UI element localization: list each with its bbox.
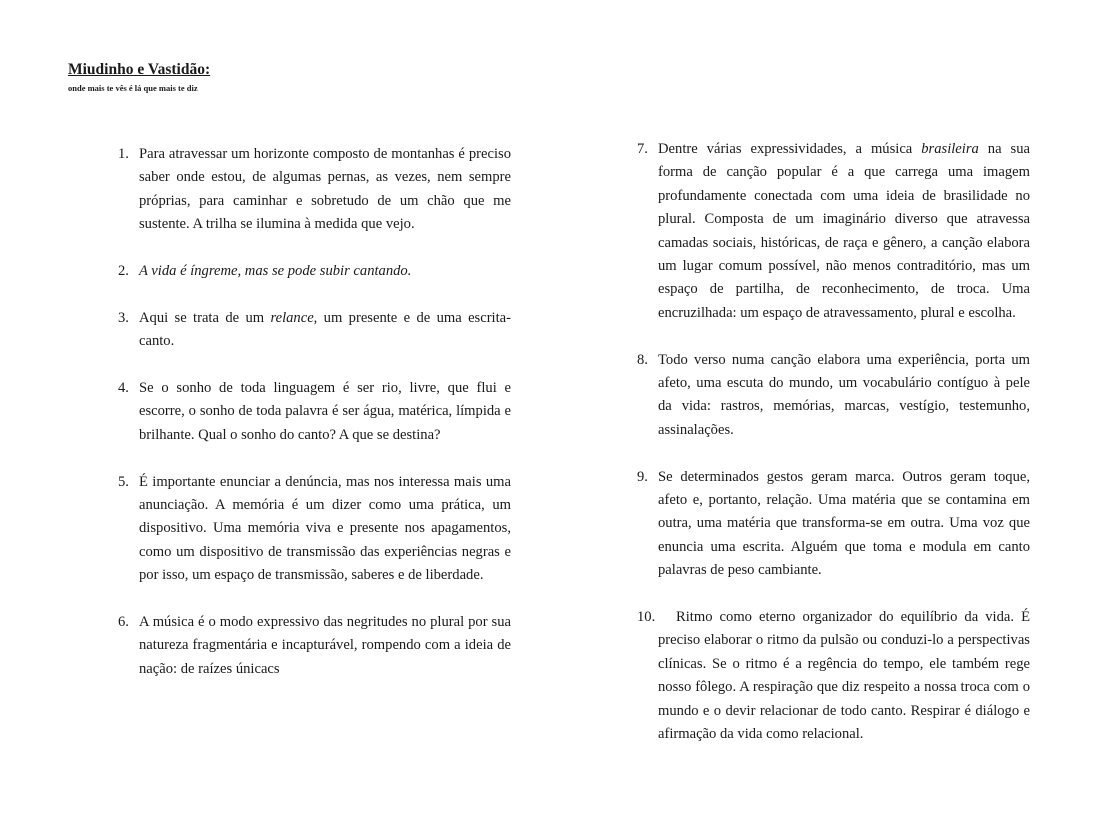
item-text: , um presente e de uma escrita-canto. <box>139 309 512 350</box>
item-number: 5. <box>118 473 129 490</box>
item-number: 3. <box>118 309 129 326</box>
item-text-italic: A vida é íngreme, mas se pode subir cantando. <box>139 263 412 280</box>
list-item <box>118 260 511 283</box>
item-number: 7. <box>637 141 648 157</box>
list-item <box>118 611 511 681</box>
list-item <box>637 138 1030 325</box>
document-title: Miudinho e Vastidão: <box>68 61 211 78</box>
item-number: 4. <box>118 380 129 397</box>
list-item <box>637 349 1030 443</box>
item-number: 1. <box>118 146 129 162</box>
item-text-italic: relance <box>270 309 314 326</box>
item-text: Ritmo como eterno organizador do equilíbrio da vida. É preciso elaborar o ritmo da pulsão ou conduzi-lo a perspectivas clínicas. Se o ritmo é a regência do tempo, ele também rege nosso fôlego. A respiração que diz respeito a nossa troca com o mundo e o devir relacionar de todo canto. Respirar é diálogo e afirmação da vida como relacional. <box>658 609 1030 743</box>
item-number: 6. <box>118 614 129 631</box>
list-item <box>118 143 511 237</box>
item-text-italic: brasileira <box>921 141 979 157</box>
list-item <box>637 606 1030 746</box>
list-item <box>637 466 1030 583</box>
document-subtitle: onde mais te vês é lá que mais te diz <box>68 83 198 93</box>
right-column <box>637 138 1030 747</box>
item-text: na sua forma de canção popular é a que carrega uma imagem profundamente conectada com uma ideia de brasilidade no plural. Composta de um imaginário diverso que atravessa camadas sociais, históricas, de raça e gênero, a canção elabora um lugar comum possível, não menos contraditório, mas um espaço de partilha, de reconhecimento, de troca. Uma encruzilhada: um espaço de atravessamento, plural e escolha. <box>658 141 1030 321</box>
item-text: Todo verso numa canção elabora uma experiência, porta um afeto, uma escuta do mundo, um vocabulário contíguo à pele da vida: rastros, memórias, marcas, vestígio, testemunho, assinalações. <box>658 351 1030 438</box>
item-text: Para atravessar um horizonte composto de montanhas é preciso saber onde estou, de algumas pernas, as vezes, nem sempre próprias, para caminhar e sobretudo de um chão que me sustente. A trilha se ilumina à medida que vejo. <box>139 146 511 233</box>
item-text: A música é o modo expressivo das negritudes no plural por sua natureza fragmentária e incapturável, rompendo com a ideia de nação: de raízes únicacs <box>139 614 511 677</box>
item-text: Se o sonho de toda linguagem é ser rio, livre, que flui e escorre, o sonho de toda palavra é ser água, matérica, límpida e brilhante. Qual o sonho do canto? A que se destina? <box>139 380 511 443</box>
list-item <box>118 377 511 447</box>
item-number: 9. <box>637 468 648 485</box>
item-text: Se determinados gestos geram marca. Outros geram toque, afeto e, portanto, relação. Uma matéria que se contamina em outra, uma matéria que transforma-se em outra. Uma voz que enuncia uma escrita. Alguém que toma e modula em canto palavras de peso cambiante. <box>658 468 1030 579</box>
list-item <box>118 471 511 588</box>
left-column <box>118 143 511 681</box>
item-number: 8. <box>637 351 648 368</box>
item-text: Dentre várias expressividades, a música <box>658 141 922 157</box>
item-text: É importante enunciar a denúncia, mas nos interessa mais uma anunciação. A memória é um dizer como uma prática, um dispositivo. Uma memória viva e presente nos apagamentos, como um dispositivo de transmissão das experiências negras e por isso, um espaço de transmissão, saberes e de liberdade. <box>139 473 511 584</box>
list-item <box>118 307 511 354</box>
item-number: 10. <box>637 609 656 626</box>
item-number: 2. <box>118 263 129 280</box>
document-header <box>68 60 210 94</box>
item-text: Aqui se trata de um <box>139 309 271 326</box>
